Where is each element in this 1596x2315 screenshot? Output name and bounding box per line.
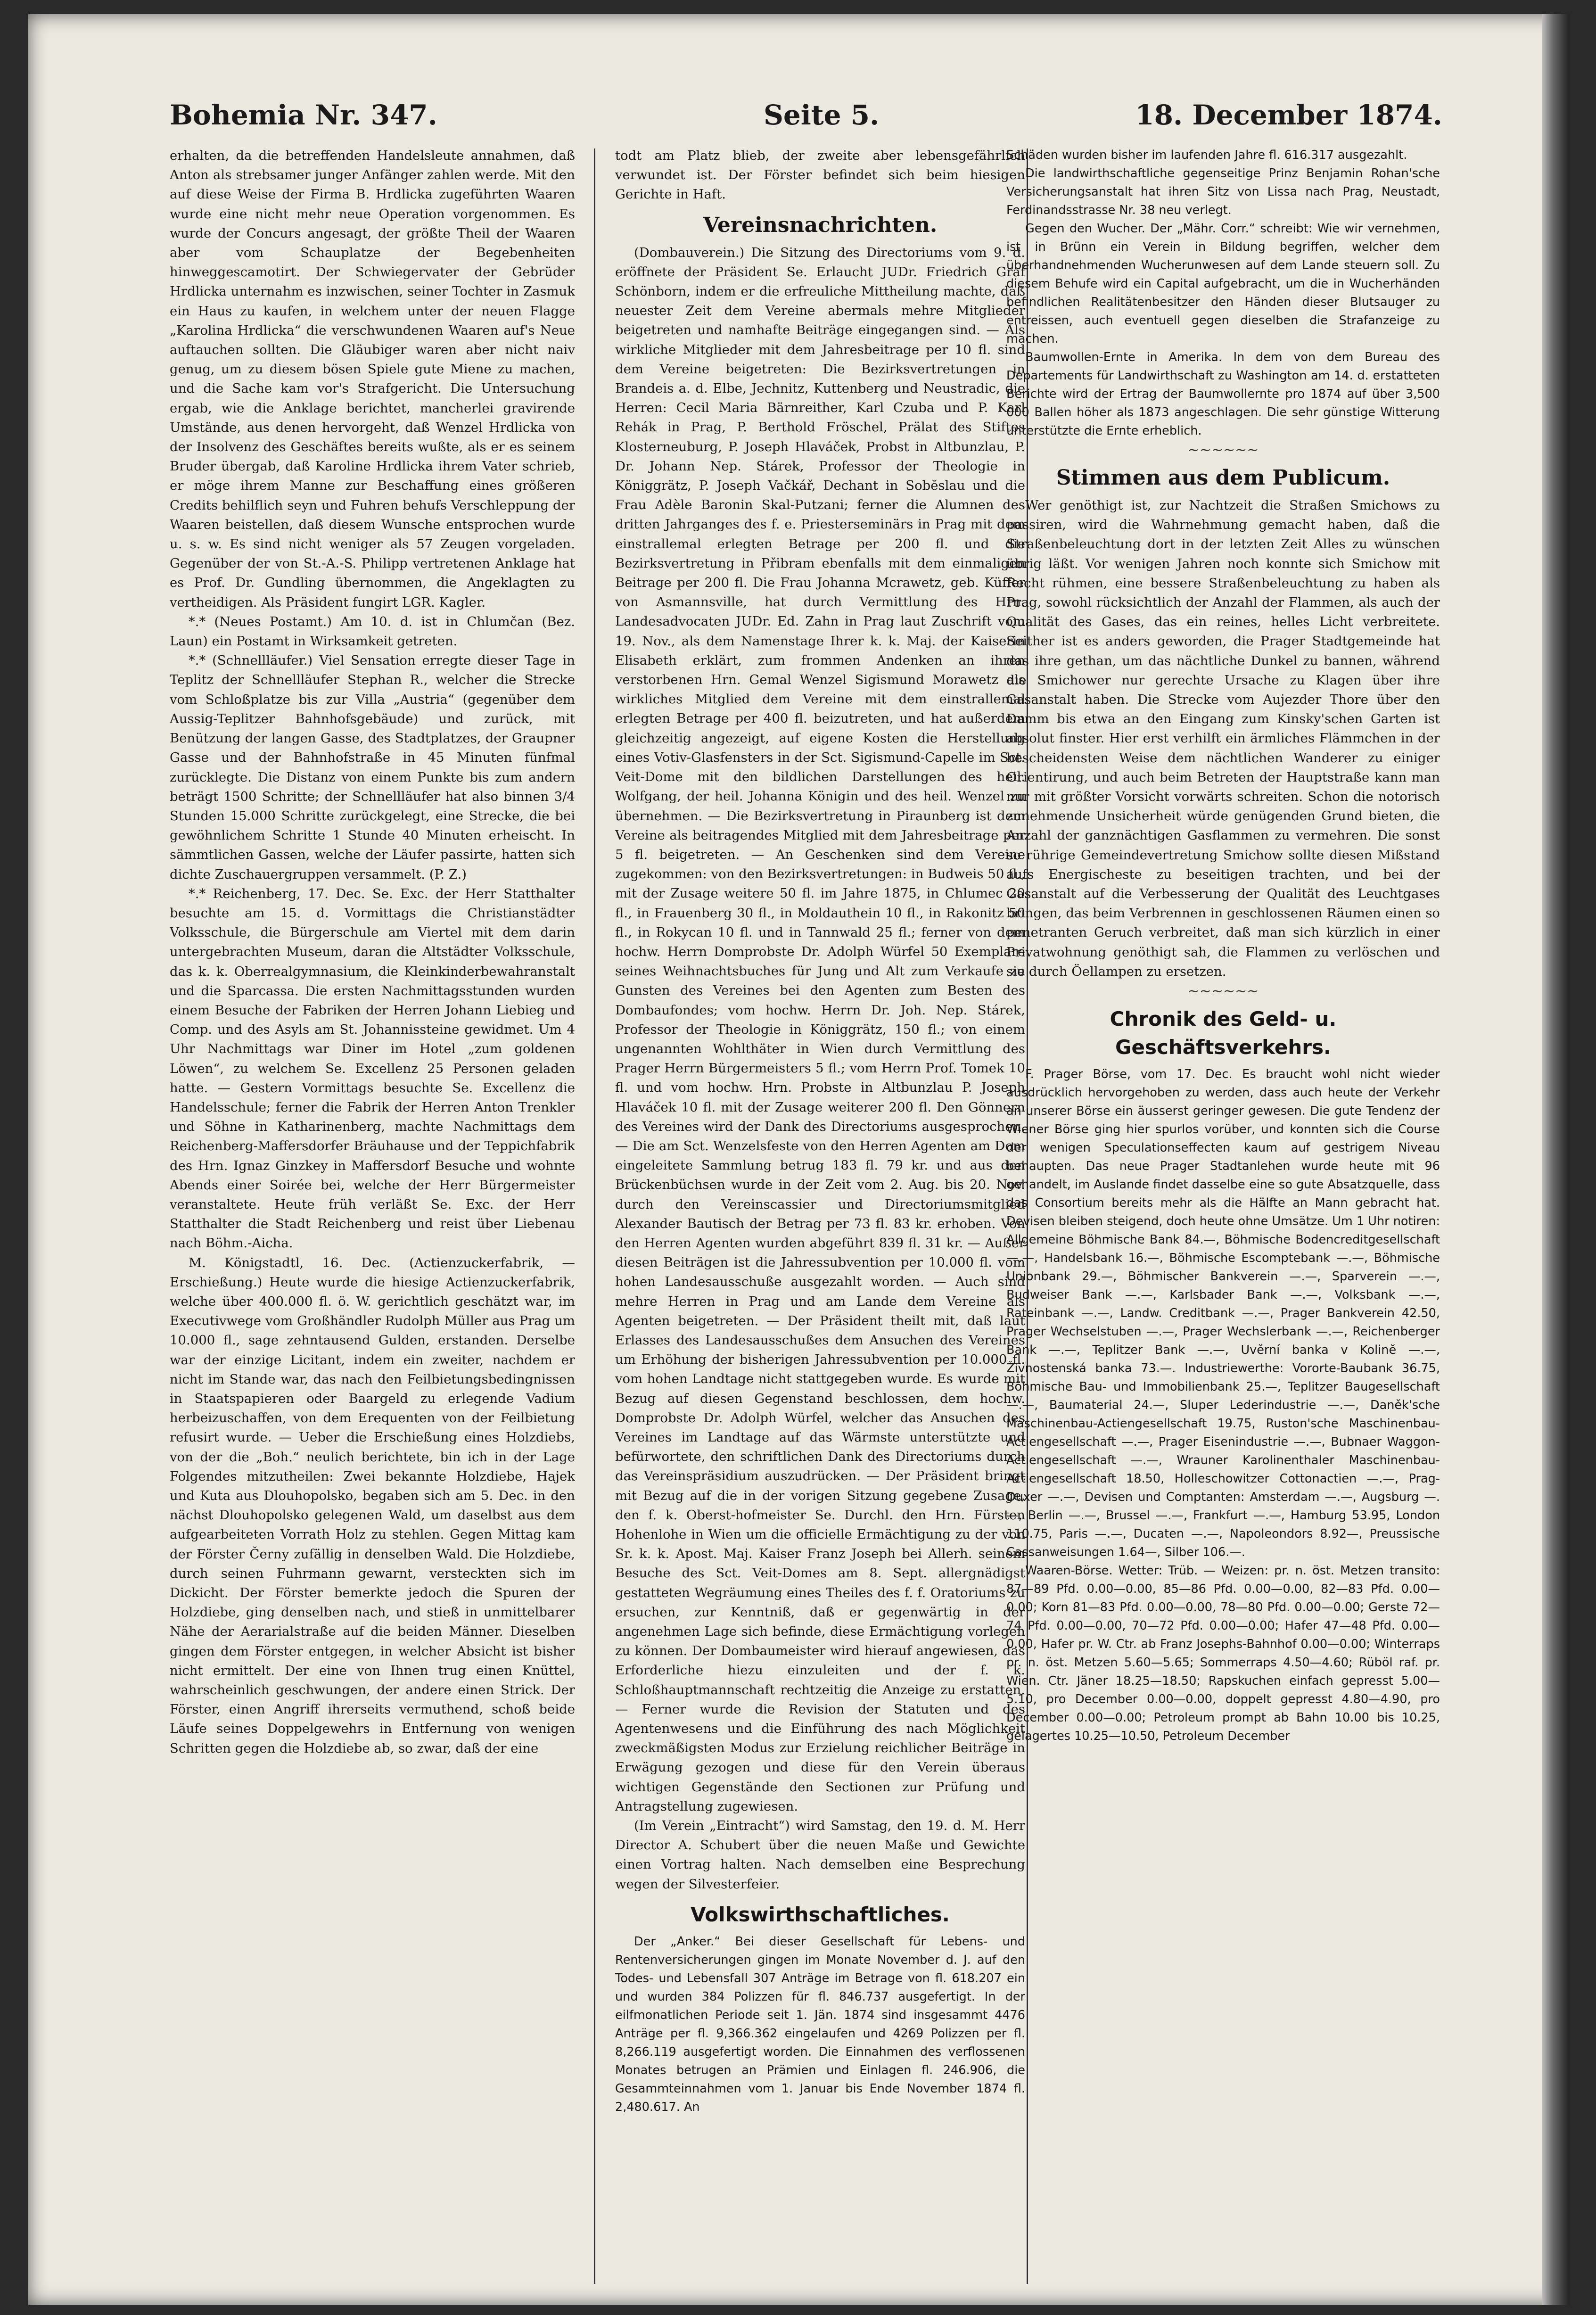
- issue-date: 18. December 1874.: [1135, 99, 1442, 131]
- news-item-baumwolle: Baumwollen-Ernte in Amerika. In dem von dem Bureau des Departements für Landwirthschaft zu Washington am 14. d. erstatteten Berichte wird der Ertrag der Baumwollernte pro 1874 auf über 3,500 000 Ballen höher als 1873 angeschlagen. Die sehr günstige Witterung unterstützte die Ernte erheblich.: [1006, 350, 1440, 438]
- article-text: Schäden wurden bisher im laufenden Jahre fl. 616.317 ausgezahlt.: [1006, 148, 1407, 162]
- page-header: [141, 90, 1442, 141]
- news-item-versicherung: Die landwirthschaftliche gegenseitige Prinz Benjamin Rohan'sche Versicherungsanstalt hat ihren Sitz von Lissa nach Prag, Neustadt, Ferdinandsstrasse Nr. 38 neu verlegt.: [1006, 166, 1440, 217]
- page-binding-edge: [1542, 14, 1570, 2305]
- divider-ornament: ~~~~~~: [1187, 442, 1259, 458]
- section-heading-chronik: Chronik des Geld- u. Geschäftsverkehrs.: [1110, 1007, 1337, 1059]
- newspaper-page: [28, 14, 1570, 2305]
- column-3: [1006, 146, 1440, 2286]
- news-item-schnelllaeufer: *.* (Schnellläufer.) Viel Sensation erregte dieser Tage in Teplitz der Schnellläufer Stephan R., welcher die Strecke vom Schloßplatze bis zur Villa „Austria“ (gegenüber dem Aussig-Teplitzer Bahnhofsgebäude) und zurück, mit Benützung der langen Gasse, des Stadtplatzes, der Graupner Gasse und der Bahnhofstraße in 45 Minuten fünfmal zurücklegte. Die Distanz von einem Punkte bis zum andern beträgt 1500 Schritte; der Schnellläufer hat also binnen 3/4 Stunden 15.000 Schritte zurückgelegt, eine Strecke, die bei gewöhnlichem Schritte 1 Stunde 40 Minuten erheischt. In sämmtlichen Gassen, welche der Läufer passirte, hatten sich dichte Zuschauergruppen versammelt. (P. Z.): [170, 653, 575, 882]
- page-number: Seite 5.: [764, 99, 880, 131]
- news-item-eintracht: (Im Verein „Eintracht“) wird Samstag, den 19. d. M. Herr Director A. Schubert über die neuen Maße und Gewichte einen Vortrag halten. Nach demselben eine Besprechung wegen der Silvesterfeier.: [615, 1818, 1025, 1892]
- news-item-wucher: Gegen den Wucher. Der „Mähr. Corr.“ schreibt: Wie wir vernehmen, ist in Brünn ein Verein in Bildung begriffen, welcher dem überhandnehmenden Wucherunwesen auf dem Lande steuern soll. Zu diesem Behufe wird ein Capital aufgebracht, um die in Wucherhänden befindlichen Realitätenbesitzer den Händen dieser Blutsauger zu entreissen, auch eventuell gegen dieselben die Strafanzeige zu machen.: [1006, 222, 1440, 346]
- column-rule: [594, 148, 595, 2284]
- news-item-koenigstadtl: M. Königstadtl, 16. Dec. (Actienzuckerfabrik, — Erschießung.) Heute wurde die hiesige Actienzuckerfabrik, welche über 400.000 fl. ö. W. gerichtlich geschätzt war, im Executivwege vom Großhändler Rudolph Müller aus Prag um 10.000 fl., sage zehntausend Gulden, erstanden. Derselbe war der einzige Licitant, indem ein zweiter, nachdem er nicht im Stande war, das nach den Feilbietungsbedingnissen in Staatspapieren oder Baargeld zu erlegende Vadium herbeizuschaffen, von dem Erequenten von der Feilbietung refusirt wurde. — Ueber die Erschießung eines Holzdiebs, von der die „Boh.“ neulich berichtete, bin ich in der Lage Folgendes mitzutheilen: Zwei bekannte Holzdiebe, Hajek und Kuta aus Dlouhopolsko, begaben sich am 5. Dec. in den nächst Dlouhopolsko gelegenen Wald, um daselbst aus dem aufgearbeiteten Vorrath Holz zu stehlen. Gegen Mittag kam der Förster Černy zufällig in denselben Wald. Die Holzdiebe, durch seinen Fuhrmann gewarnt, versteckten sich im Dickicht. Der Förster bemerkte jedoch die Spuren der Holzdiebe, ging denselben nach, und stieß in unmittelbarer Nähe der Aerarialstraße auf die beiden Männer. Dieselben gingen dem Förster entgegen, in welcher Absicht ist bisher nicht ermittelt. Der eine von Ihnen trug einen Knüttel, wahrscheinlich geschwungen, der andere einen Strick. Der Förster, einen Angriff ihrerseits vermuthend, schoß beide Läufe seines Doppelgewehrs in Entfernung von wenigen Schritten gegen die Holzdiebe ab, so zwar, daß der eine: [170, 1255, 575, 1756]
- column-1: [170, 146, 575, 2286]
- section-heading-stimmen: Stimmen aus dem Publicum.: [1056, 466, 1390, 490]
- column-2: [615, 146, 1025, 2286]
- news-item-prager-boerse: F. Prager Börse, vom 17. Dec. Es braucht wohl nicht wieder ausdrücklich hervorgehoben zu werden, dass auch heute der Verkehr an unserer Börse ein äusserst geringer gewesen. Die gute Tendenz der Wiener Börse ging hier spurlos vorüber, und konnten sich die Course der wenigen Speculationseffecten kaum auf gestrigem Niveau behaupten. Das neue Prager Stadtanlehen wurde heute mit 96 gehandelt, im Auslande findet dasselbe eine so gute Absatzquelle, dass das Consortium bereits mehr als die Hälfte an Mann gebracht hat. Devisen bleiben steigend, doch heute ohne Umsätze. Um 1 Uhr notiren: Allgemeine Böhmische Bank 84.—, Böhmische Bodencreditgesellschaft —.—, Handelsbank 16.—, Böhmische Escomptebank —.—, Böhmische Unionbank 29.—, Böhmischer Bankverein —.—, Sparverein —.—, Budweiser Bank —.—, Karlsbader Bank —.—, Volksbank —.—, Rateinbank —.—, Landw. Creditbank —.—, Prager Bankverein 42.50, Prager Wechselstuben —.—, Prager Wechslerbank —.—, Reichenberger Bank —.—, Teplitzer Bank —.—, Uvěrní banka v Kolinĕ —.—, Živnostenská banka 73.—. Industriewerthe: Vororte-Baubank 36.75, Böhmische Bau- und Immobilienbank 25.—, Teplitzer Baugesellschaft —.—, Baumaterial 24.—, Sluper Lederindustrie —.—, Daněk'sche Maschinenbau-Actiengesellschaft 19.75, Ruston'sche Maschinenbau-Actiengesellschaft —.—, Prager Eisenindustrie —.—, Bubnaer Waggon-Actiengesellschaft —.—, Wrauner Karolinenthaler Maschinenbau-Actiengesellschaft 18.50, Holleschowitzer Cottonactien —.—, Prag-Duxer —.—, Devisen und Comptanten: Amsterdam —.—, Augsburg —.—, Berlin —.—, Brussel —.—, Frankfurt —.—, Hamburg 53.95, London 110.75, Paris —.—, Ducaten —.—, Napoleondors 8.92—, Preussische Cassanweisungen 1.64—, Silber 106.—.: [1006, 1067, 1440, 1560]
- news-item-postamt: *.* (Neues Postamt.) Am 10. d. ist in Chlumčan (Bez. Laun) ein Postamt in Wirksamkeit getreten.: [170, 614, 575, 649]
- paper-name: Bohemia Nr. 347.: [170, 99, 437, 131]
- news-item-reichenberg: *.* Reichenberg, 17. Dec. Se. Exc. der Herr Statthalter besuchte am 15. d. Vormittags die Christianstädter Volksschule, die Bürgerschule am Viertel mit dem darin untergebrachten Museum, daran die Altstädter Volksschule, das k. k. Oberrealgymnasium, die Kleinkinderbewahranstalt und die Sparcassa. Die ersten Nachmittagsstunden wurden einem Besuche der Fabriken der Herren Johann Liebieg und Comp. und des Asyls am St. Johannissteine gewidmet. Um 4 Uhr Nachmittags war Diner im Hotel „zum goldenen Löwen“, zu welchem Se. Excellenz 25 Personen geladen hatte. — Gestern Vormittags besuchte Se. Excellenz die Handelsschule; ferner die Fabrik der Herren Anton Trenkler und Söhne in Katharinenberg, machte Nachmittags dem Reichenberg-Maffersdorfer Bräuhause und der Teppichfabrik des Hrn. Ignaz Ginzkey in Maffersdorf Besuche und wohnte Abends einer Soirée bei, welche der Herr Bürgermeister veranstaltete. Heute früh verläßt Se. Exc. der Herr Statthalter die Stadt Reichenberg und reist über Liebenau nach Böhm.-Aicha.: [170, 886, 575, 1251]
- divider-ornament: ~~~~~~: [1187, 983, 1259, 1000]
- article-text: todt am Platz blieb, der zweite aber lebensgefährlich verwundet ist. Der Förster befindet sich beim hiesigen Gerichte in Haft.: [615, 148, 1025, 202]
- news-item-smichow: Wer genöthigt ist, zur Nachtzeit die Straßen Smichows zu passiren, wird die Wahrnehmung gemacht haben, daß die Straßenbeleuchtung dort in der letzten Zeit Alles zu wünschen übrig läßt. Vor wenigen Jahren noch konnte sich Smichow mit Recht rühmen, eine bessere Straßenbeleuchtung zu haben als Prag, sowohl rücksichtlich der Anzahl der Flammen, als auch der Qualität des Gases, das ein reines, helles Licht verbreitete. Seither ist es anders geworden, die Prager Stadtgemeinde hat das ihre gethan, um das nächtliche Dunkel zu bannen, während die Smichower nur gerechte Ursache zu Klagen über ihre Gasanstalt haben. Die Strecke vom Aujezder Thore über den Damm bis etwa an den Eingang zum Kinsky'schen Garten ist absolut finster. Hier erst verhilft ein ärmliches Flämmchen in der bescheidensten Weise dem nächtlichen Wanderer zu einiger Orientirung, und auch beim Betreten der Hauptstraße kann man nur mit größter Vorsicht vorwärts schreiten. Schon die notorisch zunehmende Unsicherheit würde genügenden Grund bieten, die Anzahl der ganznächtigen Gasflammen zu vermehren. Die sonst so rührige Gemeindevertretung Smichow sollte diesen Mißstand aufs Energischeste zu beseitigen trachten, und bei der Gasanstalt auf die Verbesserung der Qualität des Leuchtgases bringen, das beim Verbrennen in geschlossenen Räumen einen so penetranten Geruch verbreitet, daß man sich kürzlich in einer Privatwohnung genöthigt sah, die Flammen zu verlöschen und sie durch Öellampen zu ersetzen.: [1006, 498, 1440, 979]
- section-heading-vereinsnachrichten: Vereinsnachrichten.: [703, 213, 938, 237]
- section-heading-volkswirthschaftliches: Volkswirthschaftliches.: [691, 1903, 950, 1926]
- article-text: erhalten, da die betreffenden Handelsleute annahmen, daß Anton als strebsamer junger Anfänger zahlen werde. Mit den auf diese Weise der Firma B. Hrdlicka zugeführten Waaren wurde eine nicht mehr neue Operation vorgenommen. Es wurde der Concurs angesagt, der größte Theil der Waaren aber vom Schauplatze der Begebenheiten hinweggescamotirt. Der Schwiegervater der Gebrüder Hrdlicka unternahm es inzwischen, seiner Tochter in Zasmuk ein Haus zu kaufen, in welchem unter der neuen Flagge „Karolina Hrdlicka“ die verschwundenen Waaren auf's Neue auftauchen sollten. Die Gläubiger waren aber nicht naiv genug, um zu diesem bösen Spiele gute Miene zu machen, und die Sache kam vor's Strafgericht. Die Untersuchung ergab, wie die Anklage berichtet, mancherlei gravirende Umstände, aus denen hervorgeht, daß Wenzel Hrdlicka von der Insolvenz des Geschäftes bereits wußte, als er es seinem Bruder übergab, daß Karoline Hrdlicka ihrem Vater schrieb, er möge ihrem Manne zur Beschaffung eines größeren Credits behilflich seyn und Fuhren behufs Verschleppung der Waaren beistellen, daß diesem Wunsche entsprochen wurde u. s. w. Es sind nicht weniger als 57 Zeugen vorgeladen. Gegenüber der von St.-A.-S. Philipp vertretenen Anklage hat es Prof. Dr. Gundling übernommen, die Angeklagten zu vertheidigen. Als Präsident fungirt LGR. Kagler.: [170, 148, 575, 610]
- news-item-anker: Der „Anker.“ Bei dieser Gesellschaft für Lebens- und Rentenversicherungen gingen im Monate November d. J. auf den Todes- und Lebensfall 307 Anträge im Betrage von fl. 618.207 ein und wurden 384 Polizzen für fl. 846.737 ausgefertigt. In der eilfmonatlichen Periode seit 1. Jän. 1874 sind insgesammt 4476 Anträge per fl. 9,366.362 eingelaufen und 4269 Polizzen per fl. 8,266.119 ausgefertigt worden. Die Einnahmen des verflossenen Monates betrugen an Prämien und Einlagen fl. 246.906, die Gesammteinnahmen vom 1. Januar bis Ende November 1874 fl. 2,480.617. An: [615, 1934, 1025, 2114]
- news-item-waaren-boerse: Waaren-Börse. Wetter: Trüb. — Weizen: pr. n. öst. Metzen transito: 87—89 Pfd. 0.00—0.00, 85—86 Pfd. 0.00—0.00, 82—83 Pfd. 0.00—0.00; Korn 81—83 Pfd. 0.00—0.00, 78—80 Pfd. 0.00—0.00; Gerste 72—74 Pfd. 0.00—0.00, 70—72 Pfd. 0.00—0.00; Hafer 47—48 Pfd. 0.00—0.00, Hafer pr. W. Ctr. ab Franz Josephs-Bahnhof 0.00—0.00; Winterraps pr. n. öst. Metzen 5.60—5.65; Sommerraps 4.50—4.60; Rüböl raf. pr. Wien. Ctr. Jäner 18.25—18.50; Rapskuchen einfach gepresst 5.00—5.10, pro December 0.00—0.00, doppelt gepresst 4.80—4.90, pro December 0.00—0.00; Petroleum prompt ab Bahn 10.00 bis 10.25, gelagertes 10.25—10.50, Petroleum December: [1006, 1564, 1440, 1744]
- news-item-dombauverein: (Dombauverein.) Die Sitzung des Directoriums vom 9. d. eröffnete der Präsident Se. Erlaucht JUDr. Friedrich Graf Schönborn, indem er die erfreuliche Mittheilung machte, daß neuester Zeit dem Vereine abermals mehre Mitglieder beigetreten und namhafte Beiträge eingegangen sind. — Als wirkliche Mitglieder mit dem Jahresbeitrage per 10 fl. sind dem Vereine beigetreten: Die Bezirksvertretungen in Brandeis a. d. Elbe, Jechnitz, Kuttenberg und Neustradic, die Herren: Cecil Maria Bärnreither, Karl Czuba und P. Karl Rehák in Prag, P. Berthold Fröschel, Prälat des Stiftes Klosterneuburg, P. Joseph Hlaváček, Probst in Altbunzlau, P. Dr. Johann Nep. Stárek, Professor der Theologie in Königgrätz, P. Joseph Vačkář, Dechant in Sobĕslau und die Frau Adèle Baronin Skal-Putzani; ferner die Alumnen des dritten Jahrganges des f. e. Priesterseminärs in Prag mit dem einstrallemal erlegten Betrage per 200 fl. und die Bezirksvertretung in Přibram ebenfalls mit dem einmaligen Beitrage per 200 fl. Die Frau Johanna Mcrawetz, geb. Küffer von Asmannsville, hat durch Vermittlung des Hrn. Landesadvocaten JUDr. Ed. Zahn in Prag laut Zuschrift vom 19. Nov., als dem Namenstage Ihrer k. k. Maj. der Kaiserin Elisabeth erklärt, zum frommen Andenken an ihren verstorbenen Hrn. Gemal Wenzel Sigismund Morawetz als wirkliches Mitglied dem Vereine mit dem einstrallemal erlegten Betrage per 400 fl. beizutreten, und hat außerdem gleichzeitig angezeigt, auf eigene Kosten die Herstellung eines Votiv-Glasfensters in der Sct. Sigismund-Capelle im Sct. Veit-Dome mit den bildlichen Darstellungen des heil. Wolfgang, der heil. Johanna Königin und des heil. Wenzel zu übernehmen. — Die Bezirksvertretung in Piraunberg ist dem Vereine als beitragendes Mitglied mit dem Jahresbeitrage per 5 fl. beigetreten. — An Geschenken sind dem Vereine zugekommen: von den Bezirksvertretungen: in Budweis 50 fl., mit der Zusage weitere 50 fl. im Jahre 1875, in Chlumec 20 fl., in Frauenberg 30 fl., in Moldauthein 10 fl., in Rakonitz 50 fl., in Rokycan 10 fl. und in Tannwald 25 fl.; ferner von dem hochw. Herrn Domprobste Dr. Adolph Würfel 50 Exemplare seines Weihnachtsbuches für Jung und Alt zum Verkaufe zu Gunsten des Vereines bei den Agenten zum Besten des Dombaufondes; vom hochw. Herrn Dr. Joh. Nep. Stárek, Professor der Theologie in Königgrätz, 150 fl.; von einem ungenannten Wohlthäter in Wien durch Vermittlung des Prager Herrn Bürgermeisters 5 fl.; vom Herrn Prof. Tomek 10 fl. und vom hochw. Hrn. Probste in Altbunzlau P. Joseph Hlaváček 10 fl. mit der Zusage weiterer 200 fl. Den Gönnern des Vereines wird der Dank des Directoriums ausgesprochen. — Die am Sct. Wenzelsfeste von den Herren Agenten am Dom eingeleitete Sammlung betrug 183 fl. 79 kr. und aus den Brückenbüchsen wurde in der Zeit vom 2. Aug. bis 20. Nov. durch den Vereinscassier und Directoriumsmitglied Alexander Bautisch der Betrag per 73 fl. 83 kr. erhoben. Von den Herren Agenten wurden abgeführt 839 fl. 31 kr. — Außer diesen Beiträgen ist die Jahressubvention per 10.000 fl. vom hohen Landesausschuße ausgezahlt worden. — Auch sind mehre Herren in Prag und am Lande dem Vereine als Agenten beigetreten. — Der Präsident theilt mit, daß laut Erlasses des Landesausschußes dem Ansuchen des Vereines um Erhöhung der bisherigen Jahressubvention per 10.000 fl. vom hohen Landtage nicht stattgegeben wurde. Es wurde mit Bezug auf diesen Gegenstand beschlossen, dem hochw. Domprobste Dr. Adolph Würfel, welcher das Ansuchen des Vereines im Landtage auf das Wärmste unterstützte und befürwortete, den schriftlichen Dank des Directoriums durch das Vereinspräsidium auszudrücken. — Der Präsident bringt mit Bezug auf die in der vorigen Sitzung gegebene Zusage, den f. k. Oberst-hofmeister Se. Durchl. den Hrn. Fürsten Hohenlohe in Wien um die officielle Ermächtigung zu der von Sr. k. k. Apost. Maj. Kaiser Franz Joseph bei Allerh. seinem Besuche des Sct. Veit-Domes am 8. Sept. allergnädigst gestatteten Wegräumung eines Theiles des f. f. Oratoriums zu ersuchen, zur Kenntniß, daß er gegenwärtig in der angenehmen Lage sich befinde, diese Ermächtigung vorlegen zu können. Der Dombaumeister wird hierauf angewiesen, das Erforderliche hiezu einzuleiten und der f. k. Schloßhauptmannschaft rechtzeitig die Anzeige zu erstatten. — Ferner wurde die Revision der Statuten und des Agentenwesens und die Einführung des nach Möglichkeit zweckmäßigsten Modus zur Erzielung reichlicher Beiträge in Erwägung gezogen und diese für den Verein überaus wichtigen Gegenstände den Sectionen zur Prüfung und Antragstellung zugewiesen.: [615, 245, 1025, 1814]
